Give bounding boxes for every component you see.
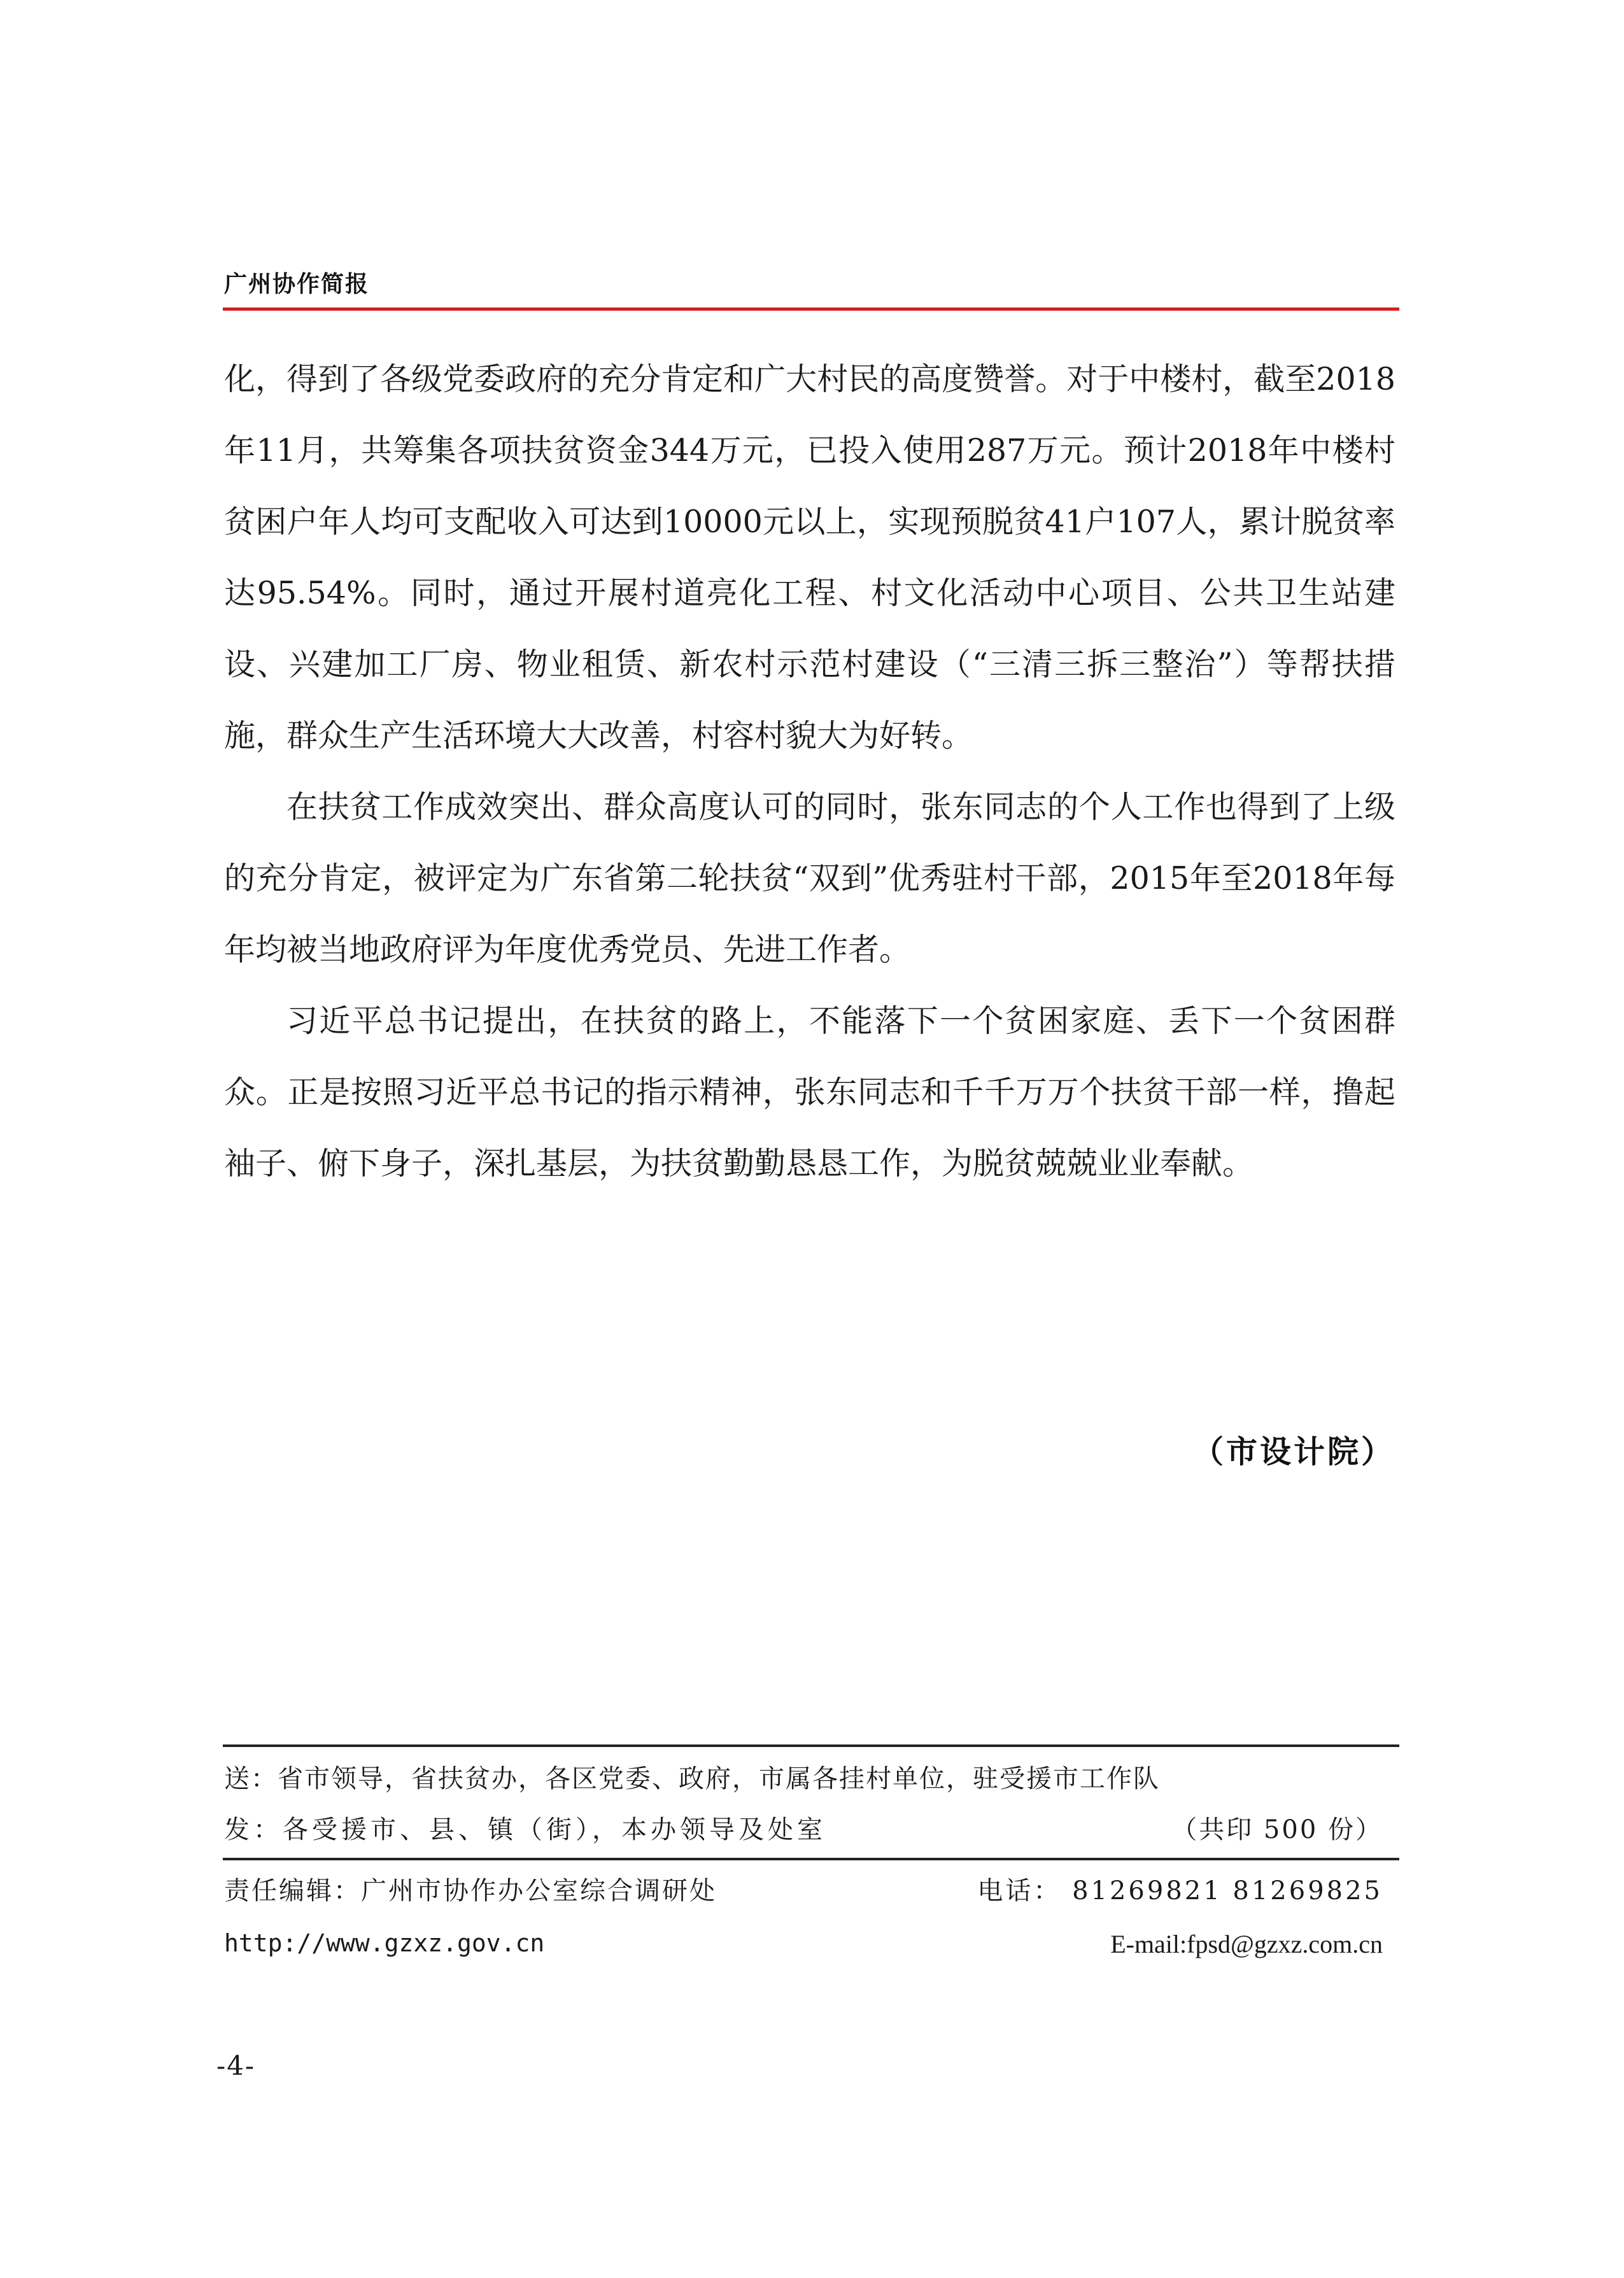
editor-text: 责任编辑：广州市协作办公室综合调研处 [224,1876,717,1906]
website-link[interactable]: http://www.gzxz.gov.cn [224,1929,545,1957]
footer-divider-middle [223,1858,1399,1860]
print-count: （共印 500 份） [1171,1815,1383,1844]
phone-numbers: 电话： 81269821 81269825 [977,1876,1383,1906]
article-signature: （市设计院） [1192,1434,1395,1470]
editor-line [224,1871,1395,1907]
article-paragraph: 化，得到了各级党委政府的充分肯定和广大村民的高度赞誉。对于中楼村，截至2018年11月，共筹集各项扶贫资金344万元，已投入使用287万元。预计2018年中楼村贫困户年人均可支配收入可达到10000元以上，实现预脱贫41户107人，累计脱贫率达95.54%。同时，通过开展村道亮化工程、村文化活动中心项目、公共卫生站建设、兴建加工厂房、物业租赁、新农村示范村建设（“三清三拆三整治”）等帮扶措施，群众生产生活环境大大改善，村容村貌大为好转。 [224,361,1395,754]
send-to-line [224,1758,1395,1795]
distribute-to-text: 发：各受援市、县、镇（街），本办领导及处室 [224,1815,826,1844]
email-link[interactable]: E-mail:fpsd@gzxz.com.cn [1110,1930,1383,1958]
page-number: -4- [216,2050,256,2081]
article-body [224,344,1395,1199]
contact-line [224,1929,1395,1957]
bulletin-title: 广州协作简报 [224,271,370,297]
distribute-line [224,1809,1395,1846]
header-divider [223,308,1399,311]
article-paragraph: 习近平总书记提出，在扶贫的路上，不能落下一个贫困家庭、丢下一个贫困群众。正是按照习近平总书记的指示精神，张东同志和千千万万个扶贫干部一样，撸起袖子、俯下身子，深扎基层，为扶贫勤勤恳恳工作，为脱贫兢兢业业奉献。 [224,1003,1395,1182]
article-paragraph: 在扶贫工作成效突出、群众高度认可的同时，张东同志的个人工作也得到了上级的充分肯定，被评定为广东省第二轮扶贫“双到”优秀驻村干部，2015年至2018年每年均被当地政府评为年度优秀党员、先进工作者。 [224,789,1395,968]
send-to-text: 送：省市领导，省扶贫办，各区党委、政府，市属各挂村单位，驻受援市工作队 [224,1764,1160,1793]
footer-divider-top [223,1744,1399,1747]
